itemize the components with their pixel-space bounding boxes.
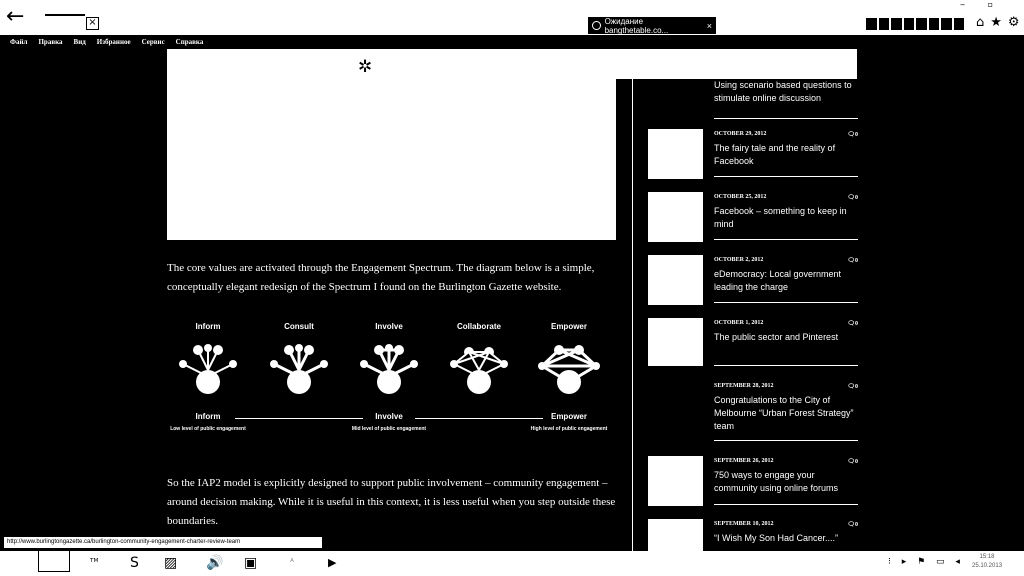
status-url: http://www.burlingtongazette.ca/burlington-community-engagement-charter-review-team [4,537,322,548]
gear-icon[interactable]: ⚙ [1007,15,1020,30]
post-divider [714,176,858,177]
system-tray[interactable]: ⁝ ▸ ⚑ ▭ ◂ [888,557,964,567]
post-date: OCTOBER 1, 2012 [714,320,764,326]
sidebar-top-strip [616,49,857,79]
clock[interactable] [972,553,1002,571]
toolbar-icon[interactable] [954,18,965,30]
clock-date: 25.10.2013 [972,563,1003,569]
post-date: SEPTEMBER 10, 2012 [714,521,774,527]
post-title[interactable]: eDemocracy: Local government leading the charge [714,269,842,292]
post-date: OCTOBER 25, 2012 [714,194,767,200]
address-bar-stub[interactable] [45,14,85,19]
post-thumbnail[interactable] [648,129,703,179]
scale-label-mid: Involve [375,412,403,421]
toolbar-icon[interactable] [929,18,940,30]
post-thumbnail[interactable] [648,192,703,242]
window-controls[interactable]: ‒ ▫ [960,0,1004,9]
stage-label: Inform [195,322,221,331]
loading-icon: ✲ [358,57,373,77]
post-title[interactable]: The public sector and Pinterest [714,332,839,342]
post-thumbnail[interactable] [648,519,703,551]
toolbar-icon[interactable] [916,18,927,30]
post-divider [714,239,858,240]
menu-item-help[interactable]: Справка [175,38,204,46]
menu-item-edit[interactable]: Правка [38,38,63,46]
toolbar-icon[interactable] [904,18,915,30]
scale-sub-mid: Mid level of public engagement [351,426,427,432]
post-meta [714,383,858,390]
comment-count: 🗨0 [847,321,858,327]
menu-bar [0,35,1024,49]
start-button[interactable] [38,551,70,572]
column-divider [632,79,633,551]
toolbar-icon[interactable] [891,18,902,30]
stage-label: Consult [284,322,314,331]
post-divider [714,504,858,505]
menu-item-favorites[interactable]: Избранное [96,38,131,46]
tab-title: Ожидание bangthetable.co... [604,16,669,35]
stage-label: Involve [375,322,403,331]
clock-time: 15:18 [979,554,995,560]
menu-item-tools[interactable]: Сервис [141,38,165,46]
toolbar-icons [866,18,964,30]
collaborate-network-icon [444,344,514,396]
sidebar-post-title[interactable]: Using scenario based questions to stimulate online discussion [714,80,852,103]
toolbar-icon[interactable] [941,18,952,30]
involve-network-icon [354,344,424,396]
post-meta [714,257,858,264]
nav-icons [976,15,1020,30]
taskbar-image-icon[interactable]: ▨ [164,555,178,571]
taskbar-sound-icon[interactable]: 🔊 [206,555,224,571]
post-divider [714,365,858,366]
scale-label-high: Empower [550,412,587,421]
post-thumbnail[interactable] [648,456,703,506]
stage-label: Collaborate [456,322,501,331]
post-date: OCTOBER 29, 2012 [714,131,767,137]
comment-count: 🗨0 [847,522,858,528]
comment-count: 🗨0 [847,258,858,264]
comment-count: 🗨0 [847,459,858,465]
taskbar-play-icon[interactable]: ▶ [328,556,337,569]
post-thumbnail[interactable] [648,318,703,366]
menu-item-view[interactable]: Вид [73,38,86,46]
taskbar-s-icon[interactable]: S [130,555,139,571]
scale-sub-high: High level of public engagement [530,426,608,432]
article-paragraph-1: The core values are activated through the Engagement Spectrum. The diagram below is a simple, conceptually elegant redesign of the Spectrum I found on the Burlington Gazette website. [167,262,595,293]
inform-network-icon [173,344,243,396]
taskbar-faded-icon[interactable]: ᴬ [290,558,294,568]
post-meta [714,458,858,465]
empower-network-icon [534,344,604,396]
home-icon[interactable]: ⌂ [976,15,985,30]
post-title[interactable]: 750 ways to engage your community using online forums [714,470,839,493]
menu-item-file[interactable]: Файл [10,38,28,46]
back-arrow-icon[interactable]: ← [6,4,25,29]
post-meta [714,194,858,201]
browser-toolbar [0,0,1024,35]
post-date: SEPTEMBER 26, 2012 [714,458,774,464]
browser-tab[interactable] [588,17,716,34]
post-title[interactable]: “I Wish My Son Had Cancer....” [714,533,839,543]
toolbar-icon[interactable] [879,18,890,30]
loading-spinner-icon [592,21,601,30]
article-paragraph-2: So the IAP2 model is explicitly designed to support public involvement – community engagement – around decision making. While it is useful in this context, it is less useful when you step outside these boundaries. [167,477,616,527]
post-title[interactable]: Congratulations to the City of Melbourne “Urban Forest Strategy” team [714,395,854,431]
post-title[interactable]: The fairy tale and the reality of Facebook [714,143,836,166]
comment-count: 🗨0 [847,132,858,138]
post-date: OCTOBER 2, 2012 [714,257,764,263]
page-content [0,49,1024,551]
post-divider [714,440,858,441]
engagement-spectrum-diagram [167,322,617,452]
taskbar-app-icon[interactable]: ᵀᴹ [90,558,99,568]
stage-label: Empower [550,322,587,331]
scale-label-low: Inform [195,412,221,421]
double-arrow [415,418,543,419]
double-arrow [235,418,363,419]
embedded-media-placeholder[interactable] [167,49,616,240]
tab-close-icon[interactable]: × [706,20,712,31]
taskbar [0,551,1024,576]
comment-count: 🗨0 [847,195,858,201]
comment-count: 🗨0 [847,384,858,390]
post-divider [714,118,858,119]
post-divider [714,302,858,303]
scale-sub-low: Low level of public engagement [170,426,246,432]
post-meta [714,521,858,528]
post-meta [714,131,858,138]
post-thumbnail[interactable] [648,79,703,115]
post-meta [714,320,858,327]
toolbar-icon[interactable] [866,18,877,30]
taskbar-photo-icon[interactable]: ▣ [244,555,258,571]
post-date: SEPTEMBER 28, 2012 [714,383,774,389]
post-title[interactable]: Facebook – something to keep in mind [714,206,847,229]
post-thumbnail[interactable] [648,255,703,305]
star-icon[interactable]: ★ [990,15,1002,30]
consult-network-icon [264,344,334,396]
stop-icon[interactable]: × [86,17,99,30]
